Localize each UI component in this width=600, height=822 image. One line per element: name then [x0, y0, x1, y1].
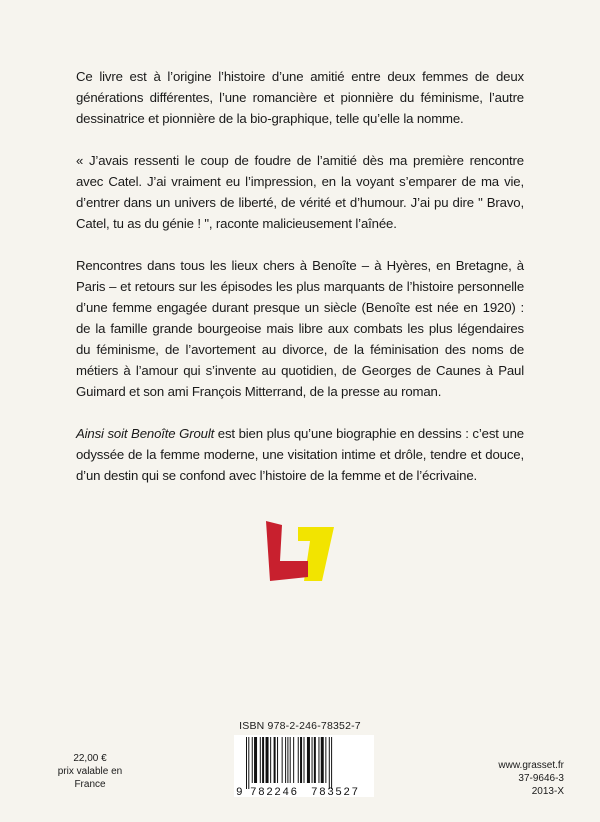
barcode-bar — [298, 737, 299, 783]
barcode-digit-first: 9 — [236, 787, 243, 797]
blurb-paragraph-1: Ce livre est à l’origine l’histoire d’une amitié entre deux femmes de deux générations différentes, l’une romancière et pionnière du féminisme, l’autre dessinatrice et pionnière de la bio-graphique, telle qu’elle la nomme. — [76, 69, 524, 126]
blurb-paragraph-3: Rencontres dans tous les lieux chers à Benoîte – à Hyères, en Bretagne, à Paris – et retours sur les épisodes les plus marquants de l’histoire personnelle d’une femme engagée durant presque un siècle (Benoîte est née en 1920) : de la famille grande bourgeoise mais libre aux combats les plus légendaires du féminisme, de l’avortement au divorce, de la féminisation des noms de métiers à l’amour qui s’invente au quotidien, de Georges de Caunes à Paul Guimard et son ami François Mitterrand, de la presse au roman. — [76, 258, 524, 399]
barcode-bar — [318, 737, 319, 783]
barcode-bar — [277, 737, 278, 783]
barcode-bar — [274, 737, 276, 783]
blurb-paragraph-4 — [76, 423, 524, 486]
grasset-logo-icon — [264, 521, 336, 585]
price-note-line2: France — [74, 779, 106, 790]
barcode-bar — [290, 737, 291, 783]
book-title: Ainsi soit Benoîte Groult — [76, 426, 215, 441]
barcode-bar — [321, 737, 324, 783]
barcode-bar — [266, 737, 269, 783]
barcode-bar — [287, 737, 288, 783]
back-cover-blurb — [76, 66, 524, 507]
barcode-bar — [252, 737, 253, 783]
barcode-bar — [262, 737, 264, 783]
barcode-bars — [246, 737, 332, 789]
price-block — [40, 752, 140, 791]
barcode-bar — [331, 737, 332, 789]
blurb-paragraph-4-text: est bien plus qu’une biographie en dessins : c’est une odyssée de la femme moderne, une visitation intime et drôle, tendre et douce, d’un destin qui se confond avec l’histoire de la femme et de l’écrivaine. — [76, 426, 524, 483]
barcode-digits-right: 783527 — [311, 787, 360, 797]
publisher-block — [498, 759, 564, 798]
barcode-bar — [254, 737, 257, 783]
barcode-bar — [329, 737, 330, 789]
barcode-bar — [282, 737, 283, 783]
publisher-edition: 2013-X — [531, 786, 564, 797]
barcode-bar — [260, 737, 261, 783]
barcode-bar — [325, 737, 326, 783]
blurb-paragraph-2: « J’avais ressenti le coup de foudre de l’amitié dès ma première rencontre avec Catel. J’ai vraiment eu l’impression, en la voyant s’emparer de ma vie, d’entrer dans un univers de liberté, de vérité et d’humour. J’ai pu dire " Bravo, Catel, tu as du génie ! ", raconte malicieusement l’aînée. — [76, 153, 524, 231]
isbn-barcode — [234, 735, 374, 797]
price-note-line1: prix valable en — [57, 766, 123, 777]
barcode-bar — [285, 737, 286, 783]
isbn-label: ISBN 978-2-246-78352-7 — [239, 720, 361, 732]
barcode-bar — [246, 737, 247, 789]
barcode-digits-left: 782246 — [250, 787, 299, 797]
barcode-bar — [312, 737, 313, 783]
price-amount: 22,00 € — [73, 753, 107, 764]
barcode-bar — [270, 737, 271, 783]
barcode-bar — [304, 737, 305, 783]
barcode-bar — [293, 737, 294, 783]
barcode-bar — [307, 737, 310, 783]
publisher-code: 37-9646-3 — [518, 773, 564, 784]
barcode-bar — [300, 737, 302, 783]
barcode-bar — [314, 737, 316, 783]
publisher-website: www.grasset.fr — [498, 760, 564, 771]
barcode-bar — [248, 737, 249, 789]
